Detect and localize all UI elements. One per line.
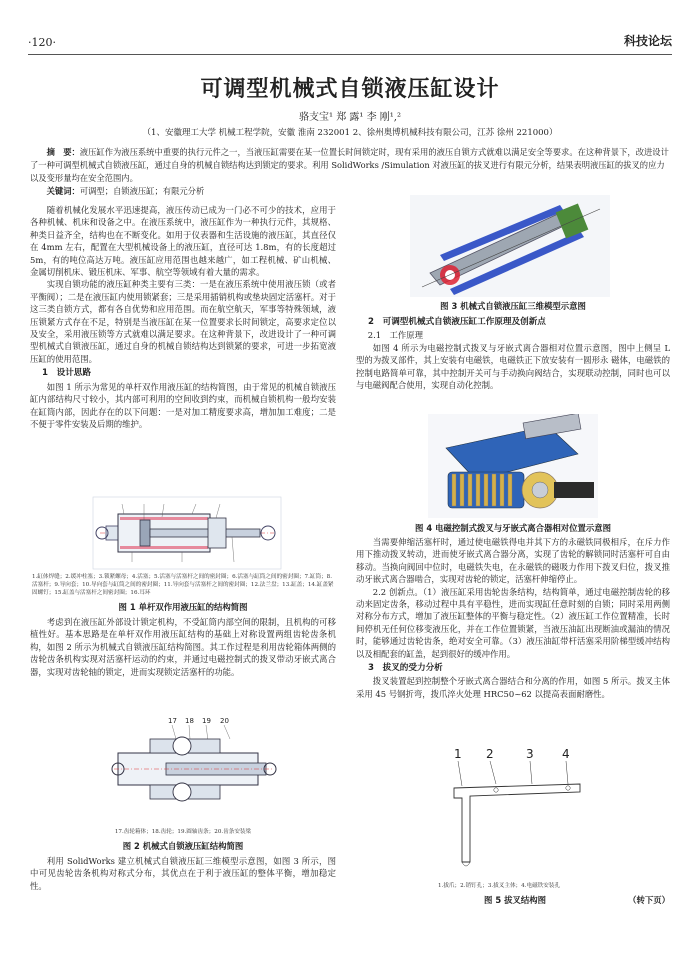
left-column-top xyxy=(30,204,336,430)
affiliation: （1、安徽理工大学 机械工程学院，安徽 淮南 232001 2、徐州奥博机械科技有限公司，江苏 徐州 221000） xyxy=(142,128,558,138)
section-2-paragraph-1: 如图 4 所示为电磁控制式拨叉与牙嵌式离合器相对位置示意图，图中上侧呈 L 型的为拨叉部件，其上安装有电磁铁，电磁铁正下放安装有一圆形永 磁体，电磁铁的控制电路简单可靠，其中控制开关可与手动换向阀结合，实现联动控制，同时也可以与电磁阀配合使用，实现自动化控制。 xyxy=(356,342,670,391)
keywords-text: 可调型；自锁液压缸；有限元分析 xyxy=(79,186,205,196)
right-column-middle xyxy=(356,536,670,700)
figure-5-label-4: 4 xyxy=(562,747,570,761)
section-3-heading: 3 拔叉的受力分析 xyxy=(368,663,443,674)
figure-5-label-3: 3 xyxy=(526,747,534,761)
section-2-paragraph-3: 2.2 创新点。（1）液压缸采用齿轮齿条结构，结构简单，通过电磁控制齿轮的移动来固定齿条，移动过程中具有平稳性，进而实现缸任意时刻的自锁；同时采用两侧对称分布方式，增加了液压缸整体的平衡与稳定性。（2）液压缸工作位置精准，长时间停机无任何位移变液压化，并在工作位置锁紧，当液压油缸出现断油或漏油的情况时，能够通过齿轮齿条，绝对安全可靠。（3）液压油缸带杆活塞采用阶梯型缓冲结构以及相配套的缸盖，起到很好的缓冲作用。 xyxy=(356,586,670,659)
right-column-top xyxy=(356,314,670,391)
abstract xyxy=(30,146,670,185)
authors: 骆支宝¹ 郑 露¹ 李 刚¹,² xyxy=(299,112,401,123)
running-header xyxy=(28,30,672,52)
figure-5-fork-drawing xyxy=(440,744,590,878)
figure-1-legend: 1.缸体焊缝；2.缓冲柱塞；3.锁紧螺母；4.活塞；5.活塞与活塞杆之间的密封圈；6.活塞与缸筒之间的密封圈；7.缸筒；8.活塞杆；9.导向套；10.导向套与缸筒之间的密封圈；11.导向套与活塞杆之间的密封圈；12.法兰盘；13.缸盖；14.缸盖紧固螺钉；15.缸盖与活塞杆之间密封圈；16.耳环 xyxy=(32,574,334,596)
figure-3-caption: 图 3 机械式自锁液压缸三维模型示意图 xyxy=(440,301,586,311)
figure-3-3d-model xyxy=(410,195,610,297)
section-1-paragraph-1: 如图 1 所示为常见的单杆双作用液压缸的结构简图，由于常见的机械自锁液压缸内部结构尺寸较小，其内部可利用的空间收到约束，而机械自锁机构一般均安装在缸筒内部，因此存在的以下问题：一是对加工精度要求高，增加加工难度；二是不便于零件安装及后期的维护。 xyxy=(30,381,336,429)
abstract-text: 液压缸作为液压系统中重要的执行元件之一，当液压缸需要在某一位置长时间锁定时，现有采用的液压自锁方式就难以满足安全等要求。在这种背景下，改进设计了一种可调型机械式自锁液压缸，通过自身的机械自锁结构达到锁定的要求。利用 SolidWorks /Simulation 对液压缸的拔叉进行有限元分析，结果表明液压缸的拔叉的应力以及变形量均在安全范围内。 xyxy=(30,147,669,183)
figure-5-label-2: 2 xyxy=(486,747,494,761)
section-1-heading: 1 设计思路 xyxy=(42,368,91,379)
figure-5-caption: 图 5 拔叉结构图 xyxy=(484,895,546,905)
section-1-paragraph-2: 考虑到在液压缸外部设计锁定机构，不受缸筒内部空间的限制，且机构的可移植性好。基本思路是在单杆双作用液压缸结构的基础上对称设置两组齿轮齿条机构，如图 2 所示为机械式自锁液压缸结构简图。其工作过程是利用齿轮箱体两侧的齿轮齿条机构实现对活塞杆运动的约束，并通过电磁控制式的拨叉带动牙嵌式离合器，实现对齿轮轴的锁定，进而实现锁定活塞杆的功能。 xyxy=(30,617,336,677)
figure-2-label-19: 19 xyxy=(202,717,211,725)
abstract-label: 摘 要： xyxy=(46,147,80,157)
figure-2-label-20: 20 xyxy=(220,717,229,725)
figure-5-legend: 1.拔爪；2.销钉孔；3.拔叉主体；4.电磁铁安装孔 xyxy=(438,883,561,889)
figure-4-caption: 图 4 电磁控制式拨叉与牙嵌式离合器相对位置示意图 xyxy=(415,523,611,533)
section-2-heading: 2 可调型机械式自锁液压缸工作原理及创新点 xyxy=(368,317,546,327)
section-2-1-heading: 2.1 工作原理 xyxy=(367,330,423,341)
continued-note: （转下页） xyxy=(628,895,670,905)
figure-1-drawing xyxy=(92,496,282,570)
figure-1-caption: 图 1 单杆双作用液压缸的结构简图 xyxy=(118,602,248,612)
keywords-label: 关键词： xyxy=(46,186,80,196)
section-3-paragraph-1: 拨叉装置起到控制整个牙嵌式离合器结合和分离的作用，如图 5 所示。拨叉主体采用 45 号钢折弯，拨爪淬火处理 HRC50~62 以提高表面耐磨性。 xyxy=(356,676,670,699)
left-column-middle xyxy=(30,616,336,678)
intro-paragraph-2: 实现自锁功能的液压缸种类主要有三类：一是在液压系统中使用液压锁（或者平衡阀）；二是在液压缸内使用锁紧套；三是采用插销机构或垫块固定活塞杆。对于这三类自锁方式，都有各自优势和应用范围。而在航空航天，军事等特殊领域，液压锁紧方式存在不足，特别是当液压缸在某一位置要求长时间锁定，高要求定位以及安全，采用液压锁等方式就难以满足要求。在这种背景下，改进设计了一种可调型机械式自锁液压缸，通过自身的机械自锁结构达到锁紧的要求，可进一步拓宽液压缸的使用范围。 xyxy=(30,279,336,364)
figure-5-label-1: 1 xyxy=(454,747,462,761)
header-rule xyxy=(28,54,672,55)
figure-4-fork-clutch xyxy=(428,414,598,518)
figure-2-label-18: 18 xyxy=(185,717,194,725)
section-2-paragraph-2: 当需要伸缩活塞杆时，通过使电磁铁得电并其下方的永磁铁同极相斥，在斥力作用下推动拨叉转动，进而使牙嵌式离合器分离，实现了齿轮的解锁同时活塞杆可自由移动。当换向阀回中位时，电磁铁失电，在永磁铁的磁吸力作用下拨叉归位，拨叉推动牙嵌式离合器啮合，实现对齿轮的锁定，活塞杆伸缩停止。 xyxy=(356,537,670,585)
figure-2-label-17: 17 xyxy=(168,717,177,725)
left-column-bottom xyxy=(30,855,336,892)
page-number: ·120· xyxy=(28,36,56,49)
figure-2-drawing xyxy=(110,713,278,825)
paper-title: 可调型机械式自锁液压缸设计 xyxy=(200,77,500,102)
journal-name: 科技论坛 xyxy=(623,34,672,48)
figure-2-legend: 17.齿轮箱体；18.齿轮；19.圆轴齿条；20.齿条安装梁 xyxy=(114,829,252,835)
figure-2-caption: 图 2 机械式自锁液压缸结构简图 xyxy=(122,841,244,851)
section-1-paragraph-3: 利用 SolidWorks 建立机械式自锁液压缸三维模型示意图，如图 3 所示，图中可见齿轮齿条机构对称式分布，其优点在于利于液压缸的整体平衡，增加稳定性。 xyxy=(30,856,336,891)
intro-paragraph-1: 随着机械化发展水平迅速提高，液压传动已成为一门必不可少的技术，应用于各种机械、机床和设备之中。在液压系统中，液压缸作为一种执行元件，其规格、种类日益齐全，结构也在不断变化。如用于仪表器和生活设施的液压缸，其直径仅在 4mm 左右，配置在大型机械设备上的液压缸，直径可达 1.8m，有的长度超过 5m，有的吨位高达万吨。液压缸应用范围也越来越广，如工程机械、矿山机械、金属切削机床、锻压机床、军事、航空等领域有着大量的需求。 xyxy=(30,205,336,278)
